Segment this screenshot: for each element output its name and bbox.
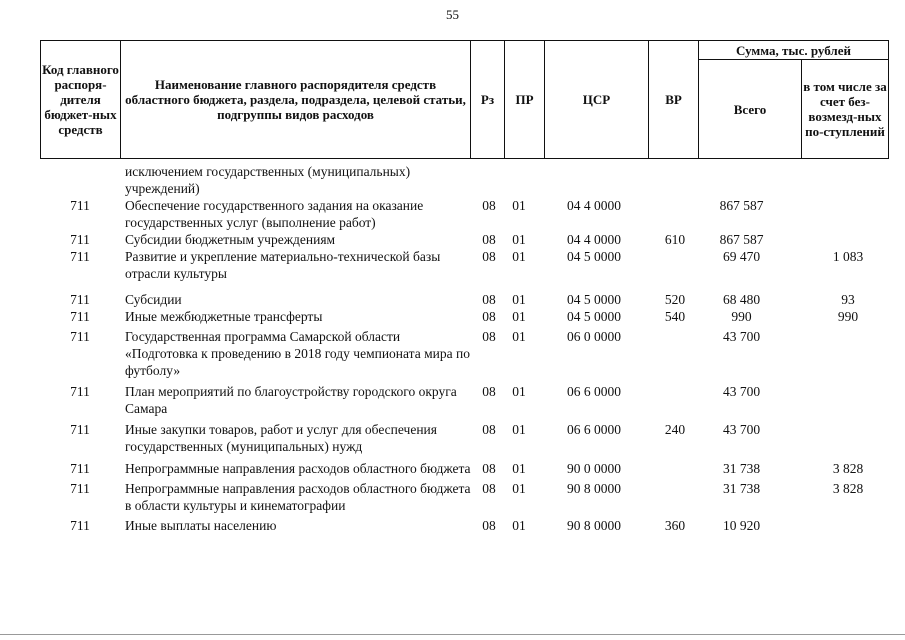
cell-pr: 01 [512, 481, 526, 496]
cell-rz: 08 [482, 329, 496, 344]
cell-csr: 06 6 0000 [567, 384, 621, 399]
cell-code: 711 [70, 461, 90, 476]
cell-rz: 08 [482, 481, 496, 496]
cell-free: 1 083 [832, 249, 864, 264]
table-row [40, 480, 888, 514]
cell-csr: 06 0 0000 [567, 329, 621, 344]
table-row [40, 308, 888, 325]
cell-total: 31 738 [722, 461, 761, 476]
cell-csr: 04 4 0000 [567, 198, 621, 213]
cell-csr: 90 0 0000 [567, 461, 621, 476]
cell-vr: 240 [664, 422, 686, 437]
table-body [40, 163, 888, 534]
cell-vr: 540 [664, 309, 686, 324]
cell-code: 711 [70, 518, 90, 533]
cell-name: исключением государственных (муниципальных) учреждений) [125, 164, 411, 196]
cell-pr: 01 [512, 329, 526, 344]
header-name: Наименование главного распорядителя средств областного бюджета, раздела, подраздела, целевой статьи, подгруппы видов расходов [121, 41, 471, 159]
cell-pr: 01 [512, 232, 526, 247]
table-row [40, 383, 888, 417]
cell-name: Иные закупки товаров, работ и услуг для обеспечения государственных (муниципальных) нужд [125, 422, 437, 454]
cell-code: 711 [70, 481, 90, 496]
cell-name: Государственная программа Самарской области «Подготовка к проведению в 2018 году чемпионата мира по футболу» [125, 329, 470, 378]
cell-free: 990 [837, 309, 859, 324]
scan-edge-line [0, 634, 905, 635]
table-row [40, 231, 888, 248]
table-row [40, 163, 888, 197]
cell-total: 43 700 [722, 422, 761, 437]
cell-total: 43 700 [722, 329, 761, 344]
table-row [40, 517, 888, 534]
cell-total: 31 738 [722, 481, 761, 496]
cell-pr: 01 [512, 518, 526, 533]
cell-free: 93 [841, 292, 855, 307]
cell-rz: 08 [482, 232, 496, 247]
cell-name: План мероприятий по благоустройству городского округа Самара [125, 384, 457, 416]
header-pr: ПР [505, 41, 545, 159]
cell-name: Непрограммные направления расходов областного бюджета в области культуры и кинематографии [125, 481, 471, 513]
cell-code: 711 [70, 329, 90, 344]
cell-csr: 04 5 0000 [567, 309, 621, 324]
header-rz: Рз [471, 41, 505, 159]
cell-free: 3 828 [832, 481, 864, 496]
cell-pr: 01 [512, 384, 526, 399]
cell-rz: 08 [482, 461, 496, 476]
cell-csr: 90 8 0000 [567, 518, 621, 533]
cell-pr: 01 [512, 461, 526, 476]
cell-code: 711 [70, 422, 90, 437]
cell-rz: 08 [482, 198, 496, 213]
cell-rz: 08 [482, 518, 496, 533]
cell-name: Иные выплаты населению [125, 518, 277, 533]
cell-total: 867 587 [719, 232, 764, 247]
table-row [40, 421, 888, 455]
cell-pr: 01 [512, 292, 526, 307]
cell-csr: 90 8 0000 [567, 481, 621, 496]
cell-total: 43 700 [722, 384, 761, 399]
header-code: Код главного распоря-дителя бюджет-ных средств [41, 41, 121, 159]
table-row [40, 248, 888, 282]
cell-name: Развитие и укрепление материально-технической базы отрасли культуры [125, 249, 441, 281]
cell-total: 990 [731, 309, 752, 324]
header-total: Всего [699, 60, 802, 159]
cell-total: 867 587 [719, 198, 764, 213]
cell-vr: 610 [664, 232, 686, 247]
cell-name: Субсидии бюджетным учреждениям [125, 232, 336, 247]
cell-name: Субсидии [125, 292, 182, 307]
cell-csr: 04 4 0000 [567, 232, 621, 247]
header-vr: ВР [649, 41, 699, 159]
table-row [40, 328, 888, 379]
table-row [40, 291, 888, 308]
table-row [40, 197, 888, 231]
cell-pr: 01 [512, 309, 526, 324]
cell-code: 711 [70, 292, 90, 307]
cell-rz: 08 [482, 384, 496, 399]
cell-free: 3 828 [832, 461, 864, 476]
cell-rz: 08 [482, 422, 496, 437]
header-free: в том числе за счет без-возмезд-ных по-ступлений [802, 60, 889, 159]
cell-rz: 08 [482, 309, 496, 324]
cell-pr: 01 [512, 198, 526, 213]
cell-code: 711 [70, 249, 90, 264]
header-csr: ЦСР [545, 41, 649, 159]
cell-name: Иные межбюджетные трансферты [125, 309, 323, 324]
cell-pr: 01 [512, 422, 526, 437]
cell-rz: 08 [482, 249, 496, 264]
cell-code: 711 [70, 198, 90, 213]
cell-csr: 06 6 0000 [567, 422, 621, 437]
cell-csr: 04 5 0000 [567, 292, 621, 307]
cell-code: 711 [70, 309, 90, 324]
cell-code: 711 [70, 232, 90, 247]
table-header [40, 40, 889, 159]
cell-name: Обеспечение государственного задания на оказание государственных услуг (выполнение работ) [125, 198, 424, 230]
cell-total: 10 920 [722, 518, 761, 533]
header-sum: Сумма, тыс. рублей [699, 41, 889, 60]
page-number: 55 [446, 7, 459, 22]
cell-code: 711 [70, 384, 90, 399]
cell-pr: 01 [512, 249, 526, 264]
cell-total: 68 480 [722, 292, 761, 307]
cell-csr: 04 5 0000 [567, 249, 621, 264]
table-row [40, 460, 888, 477]
cell-total: 69 470 [722, 249, 761, 264]
cell-vr: 520 [664, 292, 686, 307]
cell-rz: 08 [482, 292, 496, 307]
cell-name: Непрограммные направления расходов областного бюджета [125, 461, 471, 476]
cell-vr: 360 [664, 518, 686, 533]
